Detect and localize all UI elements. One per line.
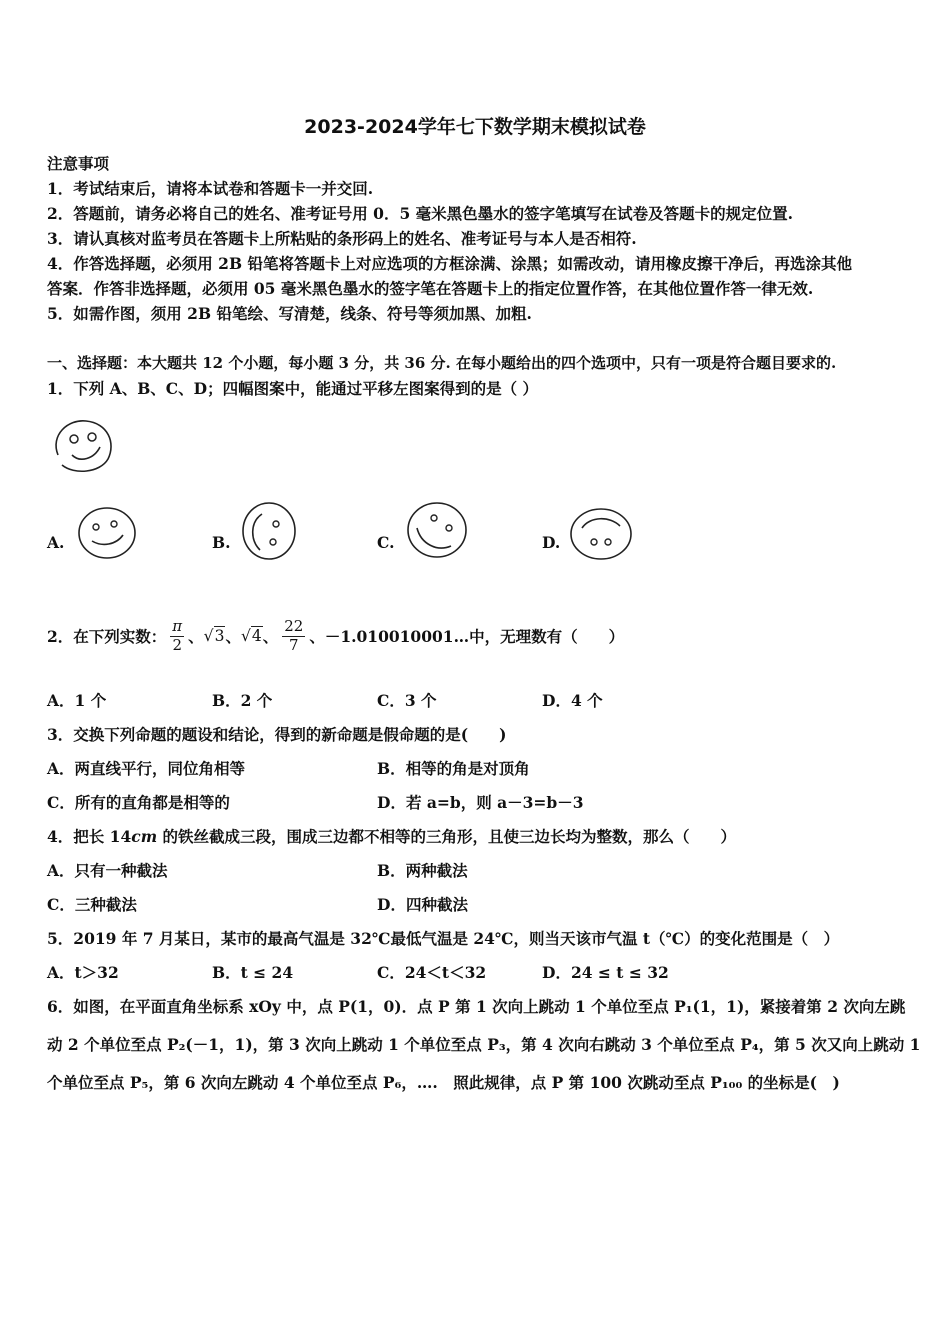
q3-stem: 3．交换下列命题的题设和结论，得到的新命题是假命题的是( ): [47, 725, 507, 744]
q6-line: 6．如图，在平面直角坐标系 xOy 中，点 P(1，0)．点 P 第 1 次向上跳动 1 个单位至点 P₁(1，1)，紧接着第 2 次向左跳: [47, 997, 906, 1016]
q4-option-c: C．三种截法: [47, 895, 137, 914]
q5-option-d: D．24 ≤ t ≤ 32: [542, 963, 669, 982]
q3-option-b: B．相等的角是对顶角: [377, 759, 530, 778]
option-d-inverted-smiley-icon: [568, 506, 634, 562]
sqrt-4: √4: [240, 627, 262, 645]
q1-stem: 1．下列 A、B、C、D；四幅图案中，能通过平移左图案得到的是（ ）: [47, 379, 538, 398]
q4-option-d: D．四种截法: [377, 895, 468, 914]
q4-stem-part: 的铁丝截成三段，围成三边都不相等的三角形，且使三边长均为整数，那么（ ）: [157, 827, 737, 846]
separator: 、: [262, 627, 279, 646]
q2-stem: [47, 606, 624, 666]
q6-line: 个单位至点 P₅，第 6 次向左跳动 4 个单位至点 P₆，…. 照此规律，点 P 第 100 次跳动至点 P₁₀₀ 的坐标是( ): [47, 1073, 840, 1092]
q3-option-c: C．所有的直角都是相等的: [47, 793, 230, 812]
q1-option-d-label: D.: [542, 533, 561, 552]
q2-prefix: 2．在下列实数：: [47, 627, 167, 646]
q4-option-b: B．两种截法: [377, 861, 468, 880]
radicand: 3: [214, 627, 225, 645]
q1-option-c-label: C.: [377, 533, 395, 552]
notice-item: 2．答题前，请务必将自己的姓名、准考证号用 0．5 毫米黑色墨水的签字笔填写在试卷及答题卡的规定位置.: [47, 204, 794, 223]
q3-option-d: D．若 a=b，则 a－3=b－3: [377, 793, 584, 812]
radicand: 4: [251, 627, 262, 645]
fraction-denominator: 2: [172, 635, 182, 654]
q5-option-b: B．t ≤ 24: [212, 963, 294, 982]
reference-smiley-icon: [48, 415, 118, 477]
fraction-numerator: 22: [284, 617, 304, 636]
option-b-rotated-smiley-icon: [240, 500, 298, 562]
fraction-denominator: 7: [289, 635, 299, 654]
sqrt-3: √3: [203, 627, 225, 645]
separator: 、: [225, 627, 241, 646]
q3-option-a: A．两直线平行，同位角相等: [47, 759, 246, 778]
fraction-numerator: π: [172, 617, 183, 636]
q4-unit: cm: [131, 827, 158, 846]
notice-item: 4．作答选择题，必须用 2B 铅笔将答题卡上对应选项的方框涂满、涂黑；如需改动，请用橡皮擦干净后，再选涂其他: [47, 254, 852, 273]
notice-item: 5．如需作图，须用 2B 铅笔绘、写清楚，线条、符号等须加黑、加粗.: [47, 304, 532, 323]
q4-stem-part: 4．把长 14: [47, 827, 132, 846]
q1-option-a-label: A.: [47, 533, 65, 552]
q2-suffix: 、－1.010010001…中，无理数有（ ）: [309, 627, 625, 646]
section-heading: 一、选择题：本大题共 12 个小题，每小题 3 分，共 36 分. 在每小题给出的四个选项中，只有一项是符合题目要求的.: [47, 354, 837, 372]
q5-option-c: C．24＜t＜32: [377, 963, 487, 982]
option-c-smiley-icon: [405, 500, 469, 560]
notice-item: 3．请认真核对监考员在答题卡上所粘贴的条形码上的姓名、准考证号与本人是否相符.: [47, 229, 637, 248]
q1-option-b-label: B.: [212, 533, 231, 552]
q4-stem: [47, 825, 736, 847]
separator: 、: [188, 627, 204, 646]
option-a-smiley-icon: [76, 505, 138, 561]
q2-option-b: B．2 个: [212, 691, 273, 710]
q5-option-a: A．t＞32: [47, 963, 119, 982]
notice-item: 答案．作答非选择题，必须用 05 毫米黑色墨水的签字笔在答题卡上的指定位置作答，在其他位置作答一律无效.: [47, 279, 814, 298]
q2-option-d: D．4 个: [542, 691, 603, 710]
notice-item: 1．考试结束后，请将本试卷和答题卡一并交回.: [47, 179, 374, 198]
q6-line: 动 2 个单位至点 P₂(－1，1)，第 3 次向上跳动 1 个单位至点 P₃，第 4 次向右跳动 3 个单位至点 P₄，第 5 次又向上跳动 1: [47, 1035, 921, 1054]
q5-stem: 5．2019 年 7 月某日，某市的最高气温是 32℃最低气温是 24℃，则当天该市气温 t（℃）的变化范围是（ ）: [47, 929, 840, 948]
q2-option-a: A．1 个: [47, 691, 107, 710]
q2-option-c: C．3 个: [377, 691, 437, 710]
fraction-22-over-7: [282, 618, 305, 654]
page-title: 2023-2024学年七下数学期末模拟试卷: [304, 116, 646, 138]
pi-over-2-fraction: [170, 618, 184, 654]
q4-option-a: A．只有一种截法: [47, 861, 168, 880]
notice-heading: 注意事项: [47, 154, 110, 173]
